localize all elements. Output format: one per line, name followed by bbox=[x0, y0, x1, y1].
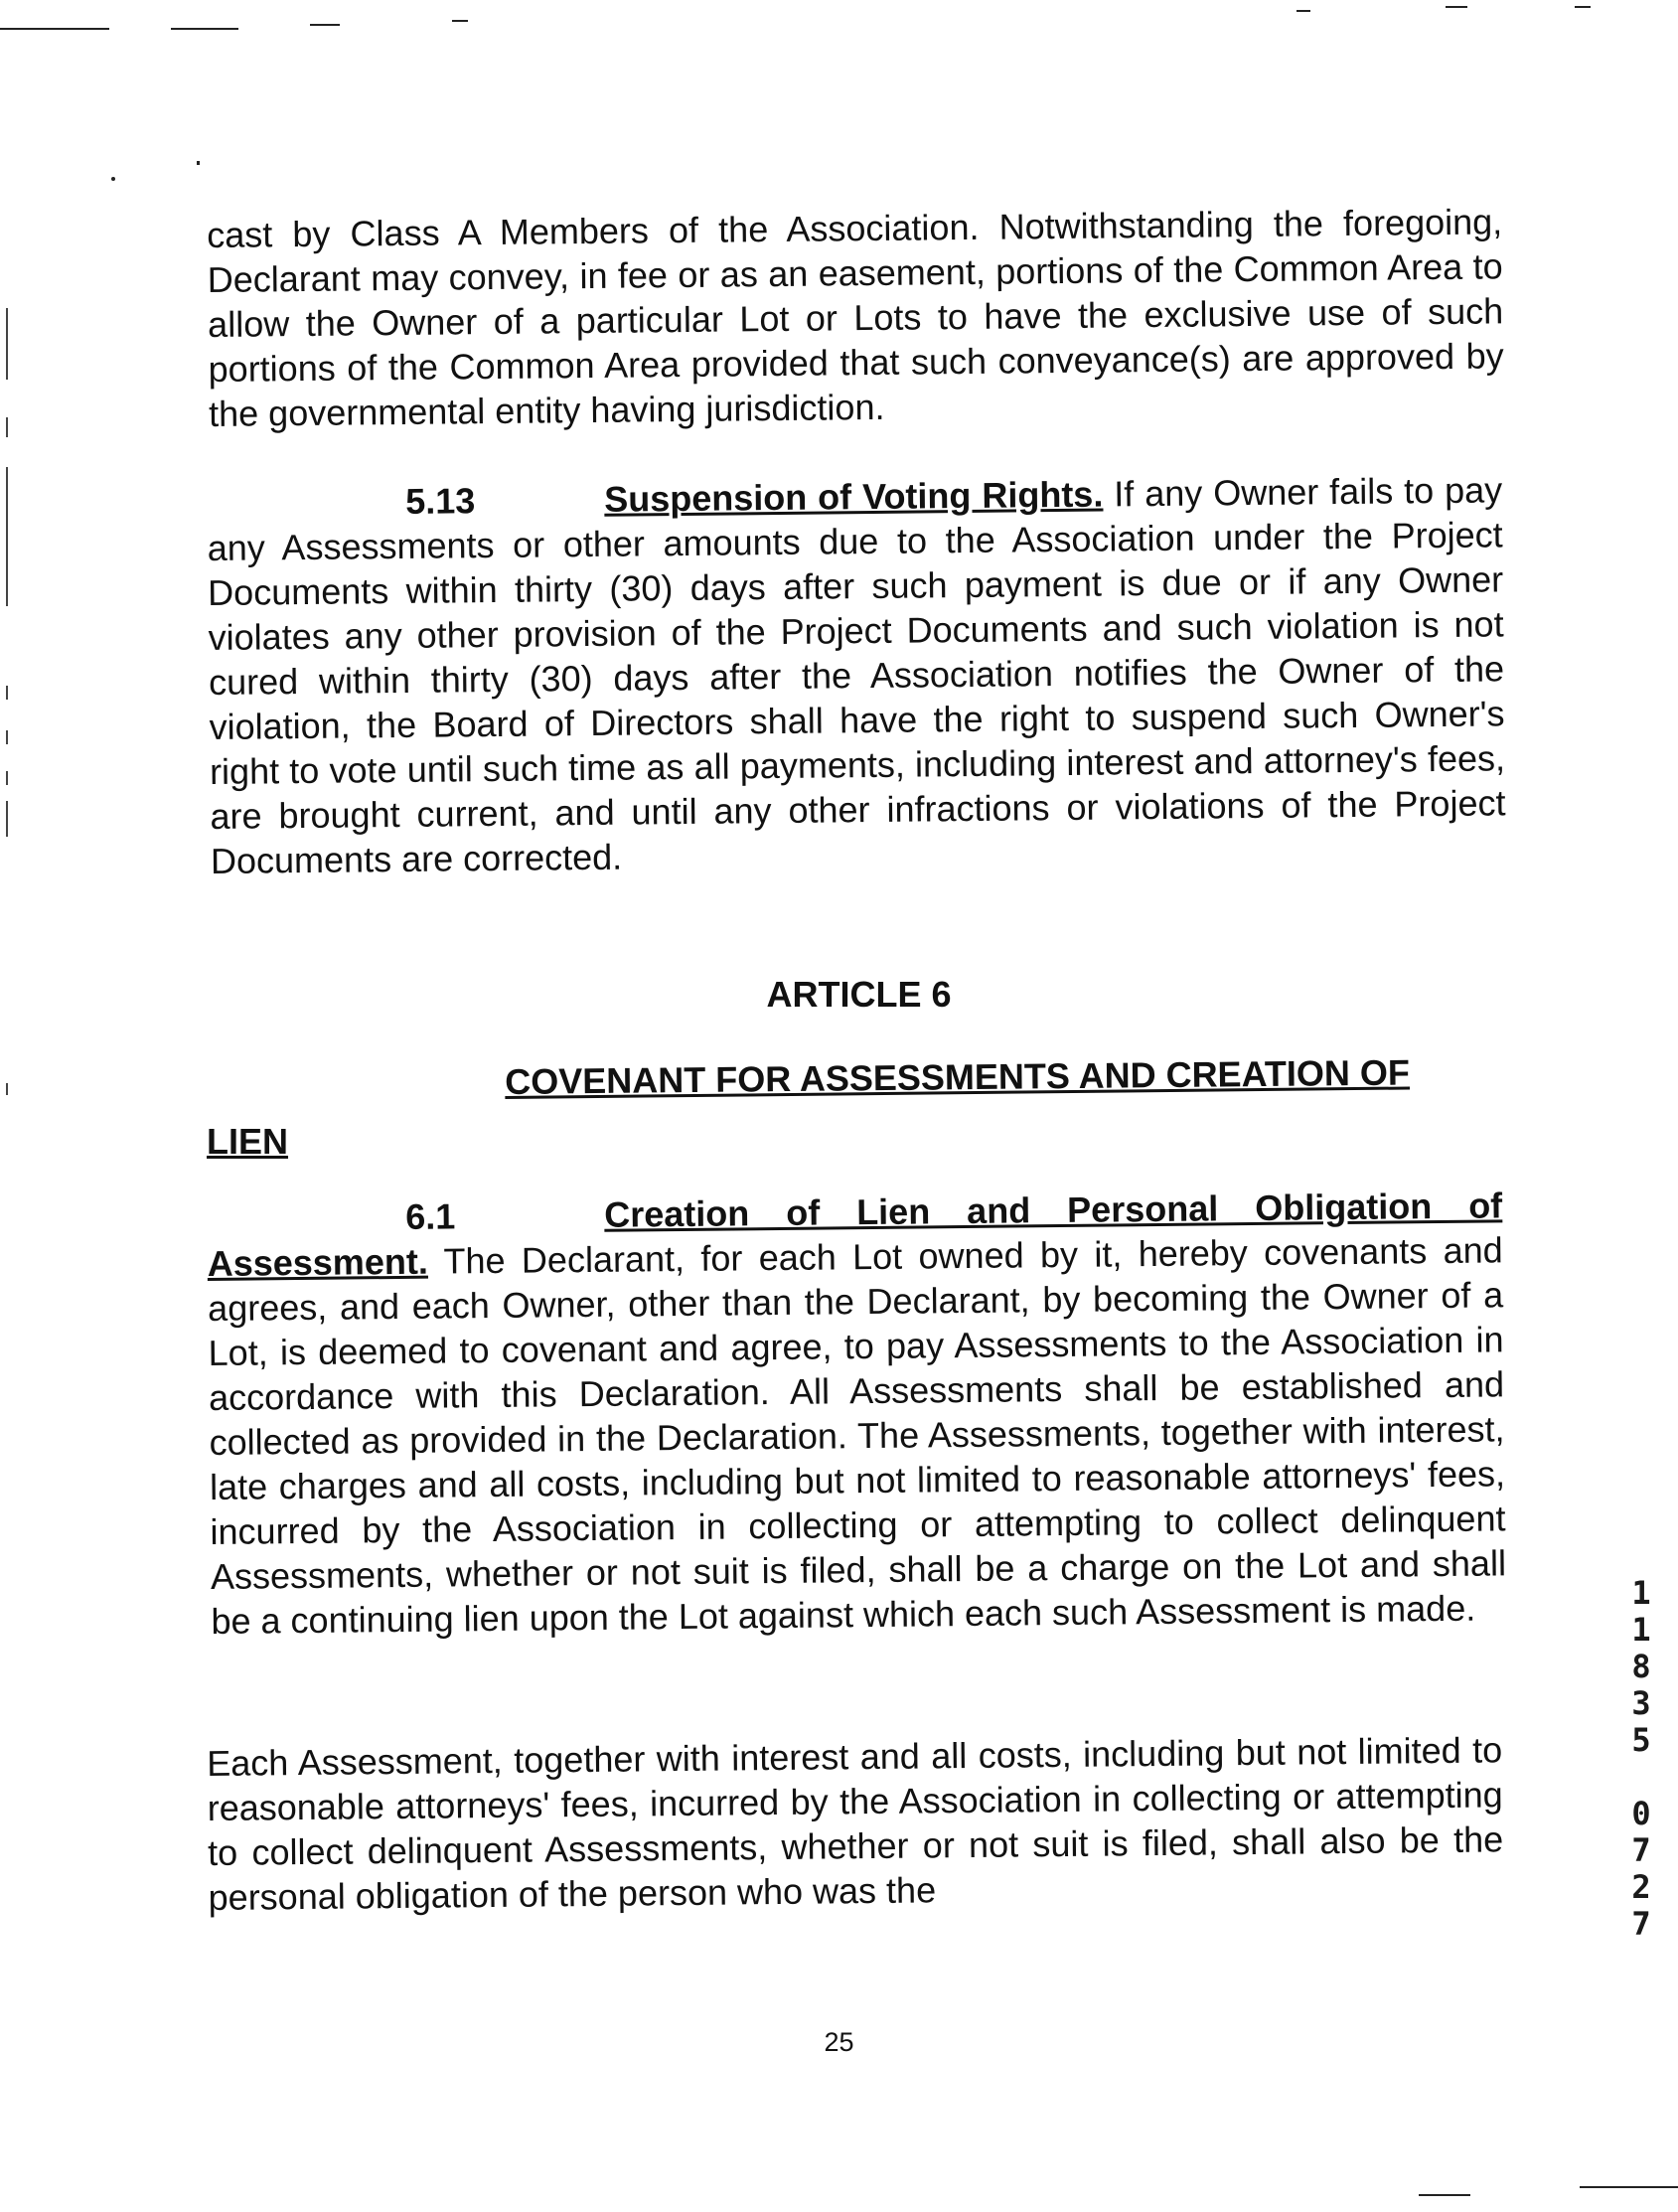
scan-dash bbox=[0, 28, 109, 30]
section-body: The Declarant, for each Lot owned by it, hereby covenants and agrees, and each Owner, other than the Declarant, by becoming the Owner of a Lot, is deemed to covenant and agree, to pay Assessments to the Association in accordance with this Declaration. All Assessments shall be established and collected as provided in the Declaration. The Assessments, together with interest, late charges and all costs, including but not limited to reasonable attorneys' fees, incurred by the Association in collecting or attempting to collect delinquent Assessments, whether or not suit is filed, shall be a charge on the Lot and shall be a continuing lien upon the Lot against which each such Assessment is made. bbox=[207, 1229, 1507, 1642]
scan-dash bbox=[1575, 6, 1591, 8]
stamp-digit: 3 bbox=[1631, 1684, 1651, 1722]
scan-edge-mark bbox=[6, 730, 8, 744]
scan-dash bbox=[1446, 6, 1467, 8]
recording-stamp bbox=[1627, 1575, 1655, 1943]
scan-edge-mark bbox=[6, 417, 8, 437]
scan-dash bbox=[171, 28, 238, 30]
scan-edge-mark bbox=[6, 801, 8, 837]
paragraph-continuation: cast by Class A Members of the Association. Notwithstanding the foregoing, Declarant may convey, in fee or as an easement, portions of the Common Area to allow the Owner of a particular Lot or Lots to have the exclusive use of such portions of the Common Area provided that such conveyance(s) are approved by the governmental entity having jurisdiction. bbox=[207, 201, 1504, 434]
article-title: COVENANT FOR ASSESSMENTS AND CREATION OF bbox=[505, 1051, 1411, 1102]
paragraph-personal-obligation: Each Assessment, together with interest and all costs, including but not limited to reasonable attorneys' fees, incurred by the Association in collecting or attempting to collect delinquent Assessments, whether or not suit is filed, shall also be the personal obligation of the person who was the bbox=[207, 1729, 1504, 1918]
stamp-digit: 7 bbox=[1631, 1905, 1651, 1943]
scan-speck bbox=[111, 177, 115, 181]
scan-edge-mark bbox=[6, 308, 8, 380]
section-title: Creation of Lien and Personal Obligation of bbox=[603, 1185, 1503, 1235]
stamp-digit: 0 bbox=[1631, 1795, 1651, 1832]
scan-dash bbox=[1580, 2186, 1678, 2188]
stamp-digit: 1 bbox=[1631, 1574, 1651, 1612]
article-title-continued: LIEN bbox=[207, 1121, 289, 1162]
stamp-digit: 2 bbox=[1631, 1868, 1651, 1906]
section-number: 5.13 bbox=[405, 480, 476, 522]
scan-dash bbox=[310, 24, 340, 26]
scan-dash bbox=[1419, 2194, 1470, 2196]
scan-edge-mark bbox=[6, 771, 8, 785]
stamp-gap bbox=[1627, 1759, 1655, 1796]
section-6-1 bbox=[207, 1183, 1507, 1644]
section-title-continued: Assessment. bbox=[207, 1240, 429, 1284]
scan-dash bbox=[452, 20, 468, 22]
article-label: ARTICLE 6 bbox=[766, 974, 952, 1015]
stamp-digit: 5 bbox=[1631, 1721, 1651, 1759]
page-number: 25 bbox=[824, 2027, 854, 2057]
section-number: 6.1 bbox=[405, 1195, 456, 1237]
stamp-digit: 8 bbox=[1631, 1648, 1651, 1685]
stamp-digit: 7 bbox=[1631, 1831, 1651, 1869]
stamp-digit: 1 bbox=[1631, 1611, 1651, 1649]
scan-edge-mark bbox=[6, 686, 8, 700]
scan-edge-mark bbox=[6, 1083, 8, 1095]
section-title: Suspension of Voting Rights. bbox=[603, 473, 1104, 520]
section-5-13 bbox=[207, 467, 1506, 883]
scan-speck bbox=[197, 161, 200, 165]
scan-dash bbox=[1297, 10, 1310, 12]
section-body: If any Owner fails to pay any Assessments or other amounts due to the Association under the Project Documents within thirty (30) days after such payment is due or if any Owner violates any other provision of the Project Documents and such violation is not cured within thirty (30) days after the Association notifies the Owner of the violation, the Board of Directors shall have the right to suspend such Owner's right to vote until such time as all payments, including interest and attorney's fees, are brought current, and until any other infractions or violations of the Project Documents are corrected. bbox=[207, 469, 1506, 881]
scan-edge-mark bbox=[6, 467, 8, 606]
